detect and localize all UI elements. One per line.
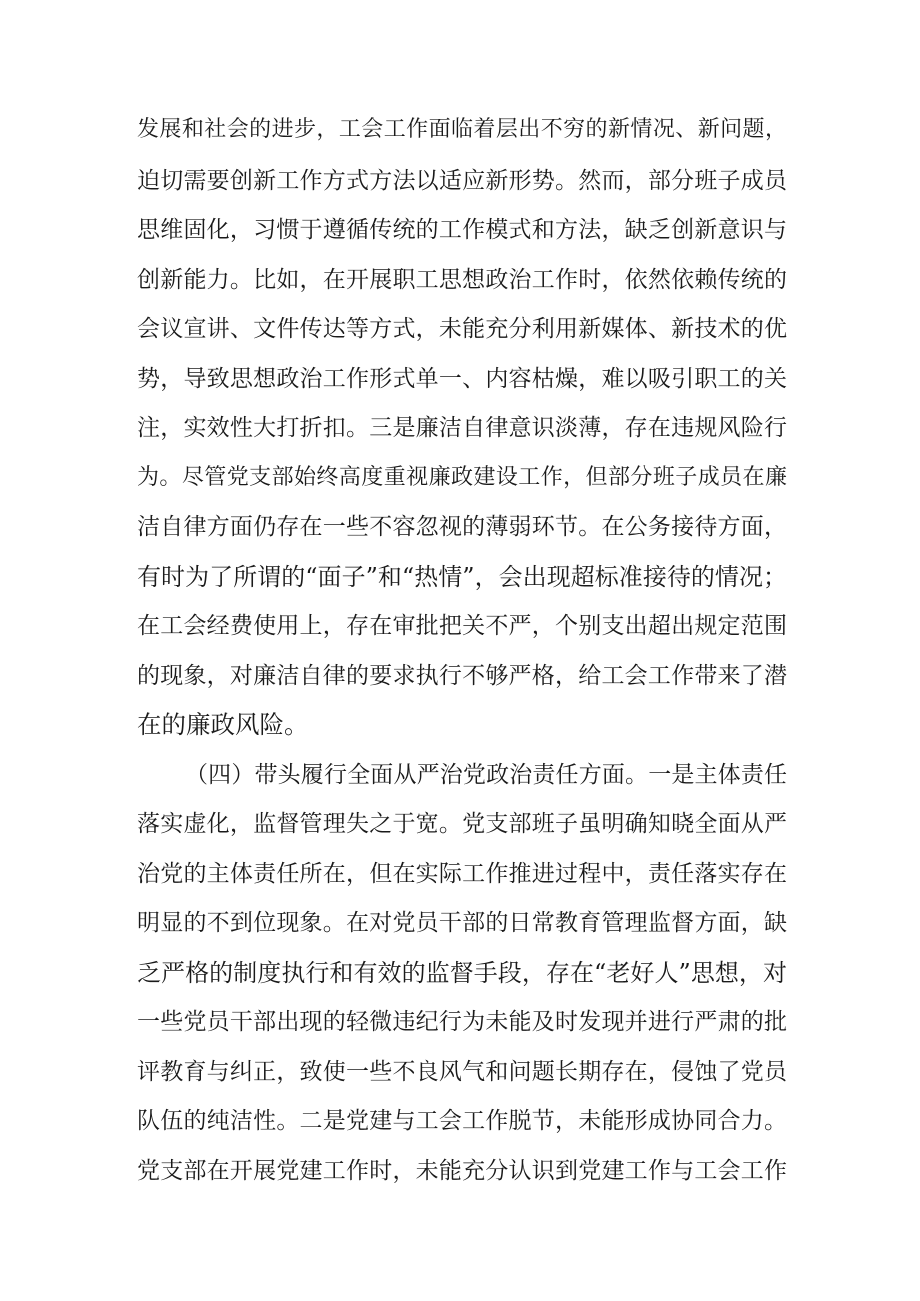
text-line-22: 党支部在开展党建工作时，未能充分认识到党建工作与工会工作: [137, 1158, 787, 1184]
text-line-13: 在的廉政风险。: [137, 710, 309, 739]
text-line-15: 落实虚化，监督管理失之于宽。党支部班子虽明确知晓全面从严: [137, 811, 787, 837]
text-line-5: 会议宣讲、文件传达等方式，未能充分利用新媒体、新技术的优: [137, 316, 787, 342]
text-line-17: 明显的不到位现象。在对党员干部的日常教育管理监督方面，缺: [137, 910, 787, 936]
text-line-3: 思维固化，习惯于遵循传统的工作模式和方法，缺乏创新意识与: [137, 217, 787, 243]
section-heading-line: （四）带头履行全面从严治党政治责任方面。一是主体责任: [185, 762, 787, 788]
text-line-11: 在工会经费使用上，存在审批把关不严，个别支出超出规定范围: [137, 613, 787, 639]
text-line-16: 治党的主体责任所在，但在实际工作推进过程中，责任落实存在: [137, 861, 787, 887]
text-line-4: 创新能力。比如，在开展职工思想政治工作时，依然依赖传统的: [137, 267, 787, 293]
text-line-9: 洁自律方面仍存在一些不容忽视的薄弱环节。在公务接待方面，: [137, 514, 787, 540]
text-line-21: 队伍的纯洁性。二是党建与工会工作脱节，未能形成协同合力。: [137, 1108, 787, 1134]
text-line-6: 势，导致思想政治工作形式单一、内容枯燥，难以吸引职工的关: [137, 366, 787, 392]
text-line-20: 评教育与纠正，致使一些不良风气和问题长期存在，侵蚀了党员: [137, 1059, 787, 1085]
text-line-10: 有时为了所谓的“面子”和“热情”，会出现超标准接待的情况；: [137, 563, 787, 591]
text-line-2: 迫切需要创新工作方式方法以适应新形势。然而，部分班子成员: [137, 168, 787, 194]
text-line-12: 的现象，对廉洁自律的要求执行不够严格，给工会工作带来了潜: [137, 663, 787, 689]
text-line-1: 发展和社会的进步，工会工作面临着层出不穷的新情况、新问题，: [137, 117, 787, 142]
text-line-19: 一些党员干部出现的轻微违纪行为未能及时发现并进行严肃的批: [137, 1009, 787, 1035]
text-line-8: 为。尽管党支部始终高度重视廉政建设工作，但部分班子成员在廉: [137, 465, 787, 490]
text-line-18: 乏严格的制度执行和有效的监督手段，存在“老好人”思想，对: [137, 959, 787, 987]
text-line-7: 注，实效性大打折扣。三是廉洁自律意识淡薄，存在违规风险行: [137, 415, 787, 441]
